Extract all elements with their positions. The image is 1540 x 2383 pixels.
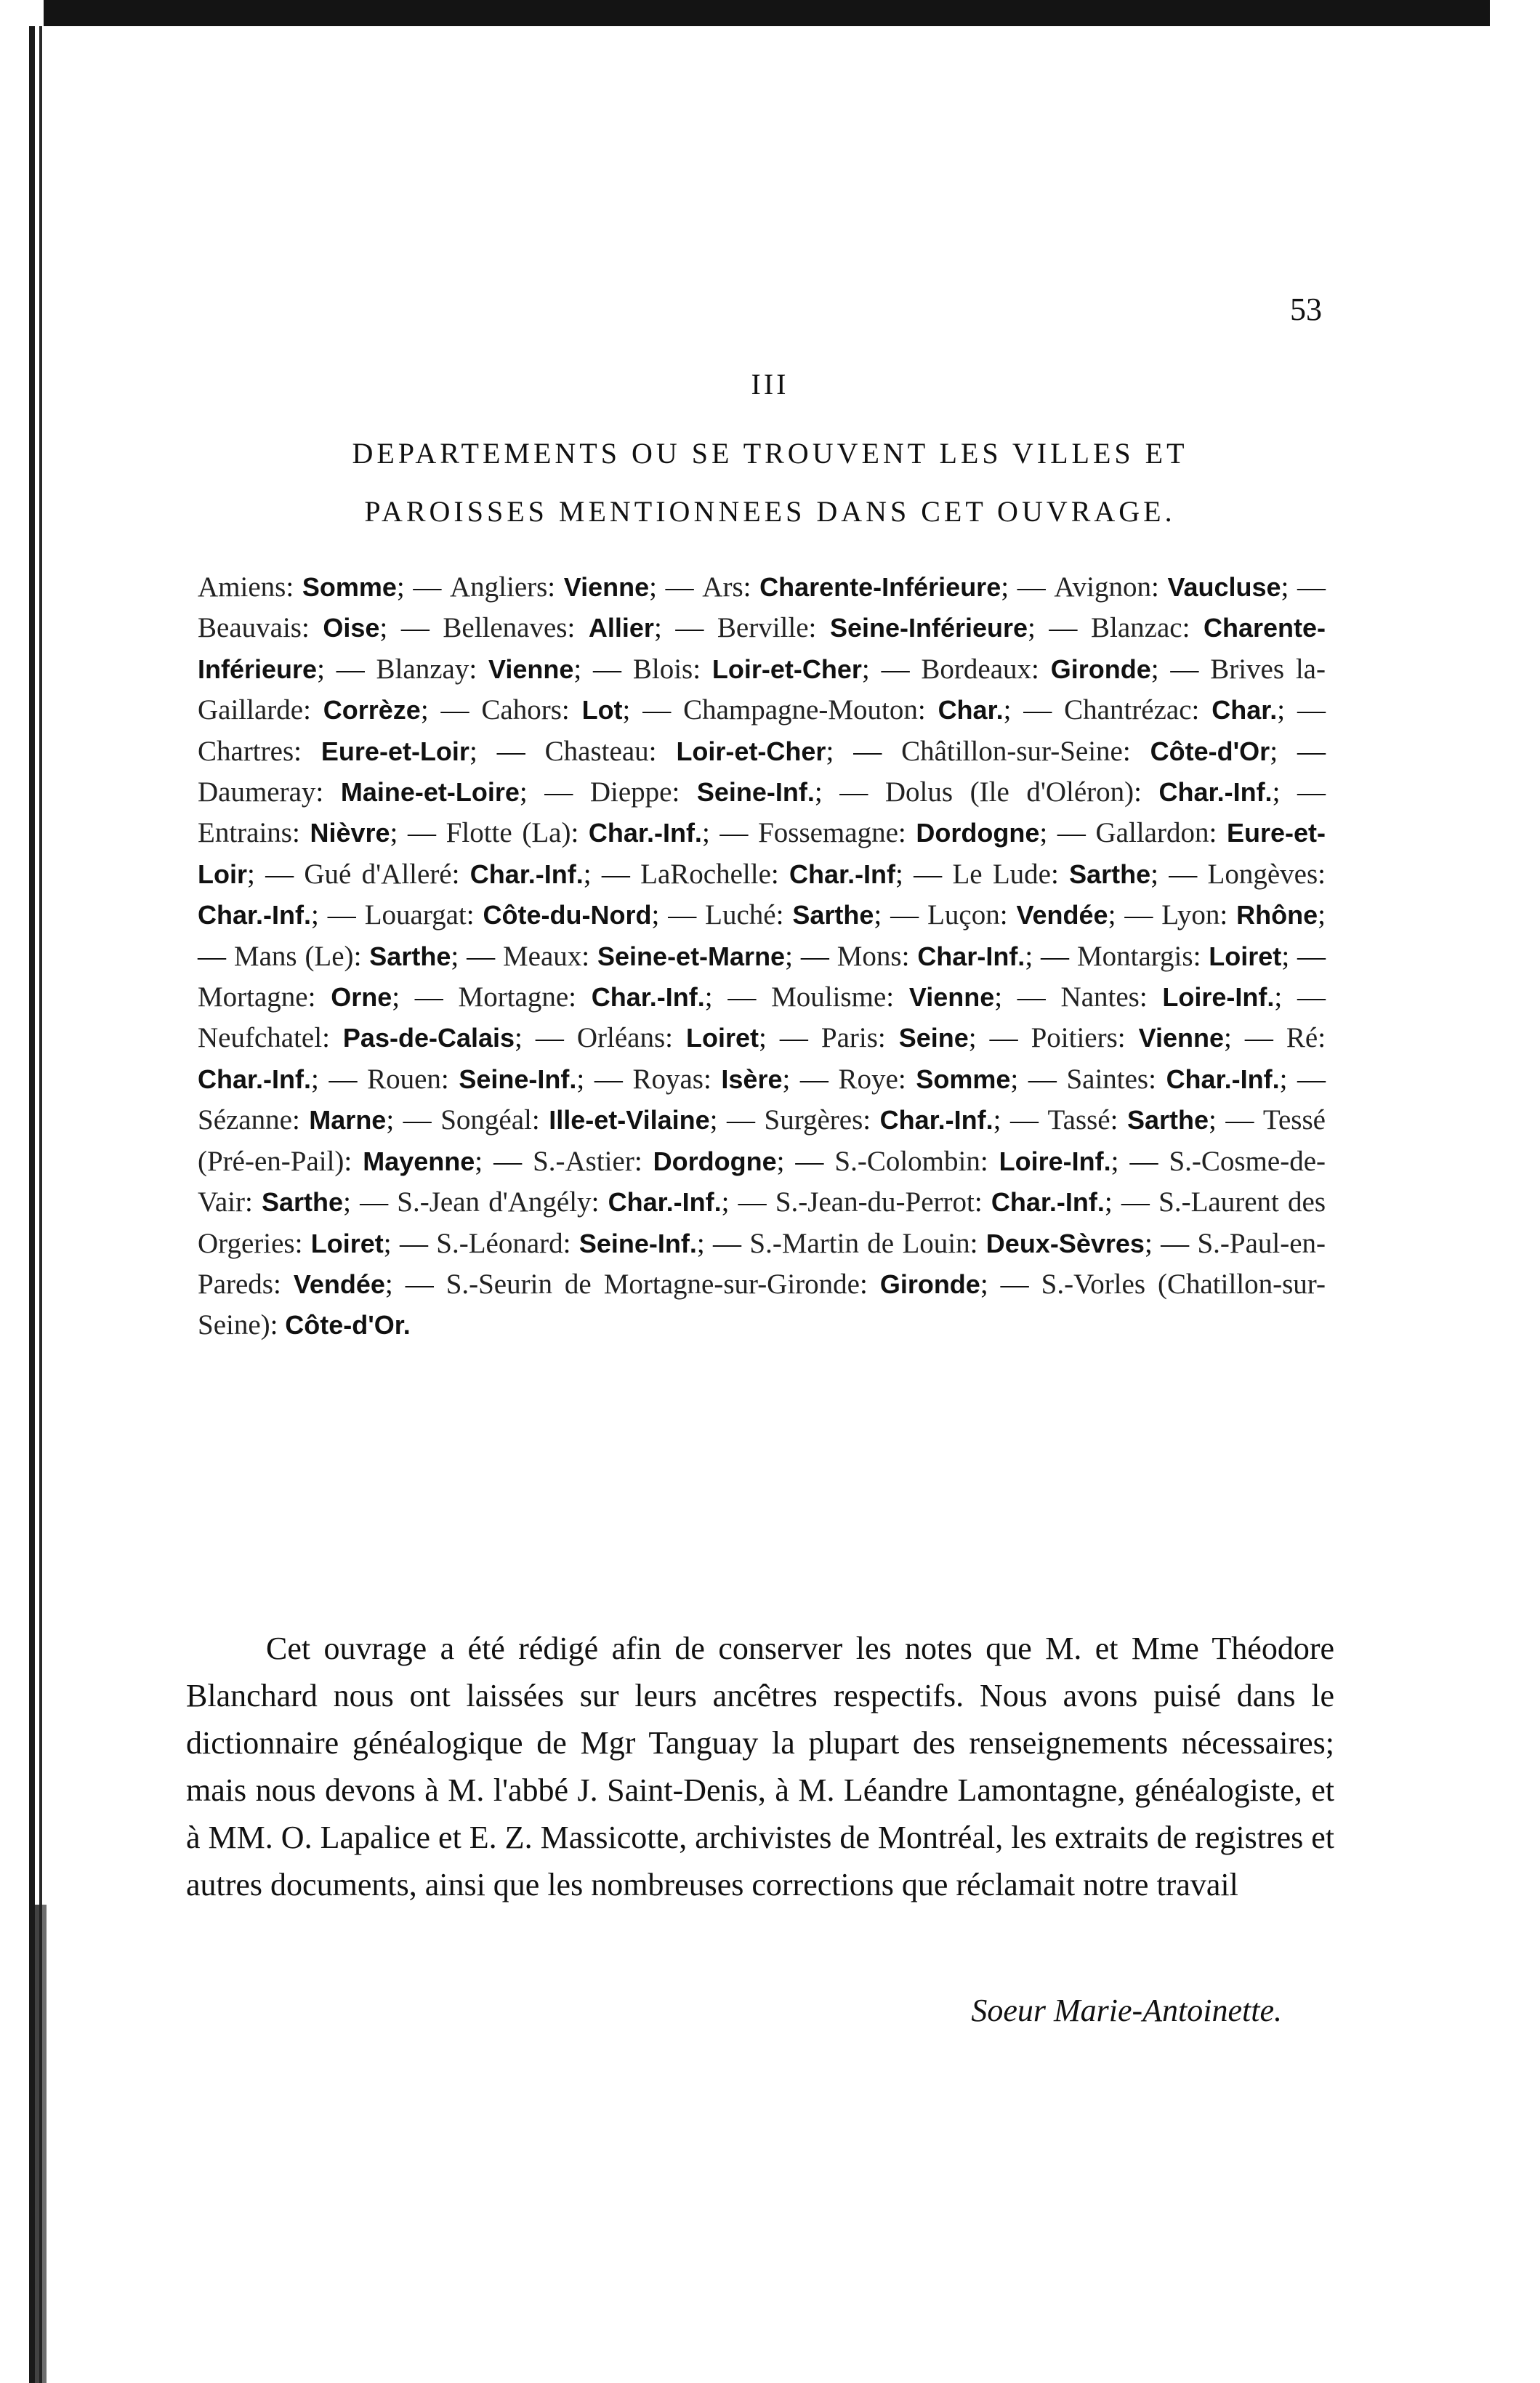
author-signature: Soeur Marie-Antoinette. — [971, 1993, 1282, 2028]
place-name: Orléans — [576, 1022, 666, 1054]
department-name: Mayenne — [363, 1146, 475, 1176]
place-name: Mons — [836, 940, 902, 972]
place-entry: S.-Léonard: Seine-Inf.; — — [436, 1227, 750, 1259]
place-name: Longèves — [1207, 858, 1318, 890]
scan-left-smudge — [35, 1905, 57, 2383]
place-entry: S.-Jean-du-Perrot: Char.-Inf.; — — [775, 1186, 1159, 1218]
place-name: Blanzay — [376, 653, 469, 685]
place-entry: Montargis: Loiret; — — [1076, 940, 1326, 972]
place-entry: S.-Astier: Dordogne; — — [533, 1145, 835, 1177]
place-entry: Châtillon-sur-Seine: Côte-d'Or; — — [901, 735, 1326, 767]
department-name: Char.-Inf. — [591, 982, 705, 1013]
place-entry: Amiens: Somme; — — [198, 571, 450, 603]
place-entry: Paris: Seine; — — [821, 1022, 1031, 1054]
section-heading-line-1: DEPARTEMENTS OU SE TROUVENT LES VILLES ET — [352, 437, 1188, 470]
place-entry: Flotte (La): Char.-Inf.; — — [446, 817, 759, 849]
place-name: Brives la-Gaillarde — [198, 653, 1326, 726]
place-entry: Chantrézac: Char.; — — [1064, 694, 1326, 726]
department-name: Sarthe — [262, 1187, 344, 1218]
place-name: Bordeaux — [921, 653, 1032, 685]
department-name: Eure-et-Loir — [321, 736, 469, 766]
place-name: Fossemagne — [758, 817, 898, 849]
place-name: Lyon — [1161, 899, 1220, 931]
place-name: Gallardon — [1095, 817, 1209, 849]
place-name: Meaux — [502, 940, 582, 972]
department-name: Ille-et-Vilaine — [549, 1105, 710, 1136]
department-name: Char.-Inf. — [1166, 1064, 1280, 1094]
section-number: III — [751, 368, 789, 401]
department-name: Char.-Inf. — [879, 1105, 993, 1136]
department-name: Seine — [898, 1023, 969, 1053]
place-name: Flotte (La) — [446, 817, 571, 849]
department-name: Gironde — [879, 1269, 980, 1299]
place-name: Louargat — [364, 899, 467, 931]
department-name: Char.-Inf. — [198, 900, 312, 931]
place-entry: Luçon: Vendée; — — [927, 899, 1162, 931]
place-name: Bellenaves — [443, 612, 568, 644]
place-entry: Louargat: Côte-du-Nord; — — [364, 899, 706, 931]
department-name: Loire-Inf. — [999, 1146, 1111, 1176]
department-name: Sarthe — [1069, 859, 1151, 889]
department-name: Seine-Inférieure — [829, 613, 1028, 643]
place-name: S.-Colombin — [834, 1145, 980, 1177]
place-entry: S.-Seurin de Mortagne-sur-Gironde: Gironde; — — [446, 1268, 1041, 1300]
place-name: S.-Jean d'Angély — [397, 1186, 592, 1218]
department-name: Char.-Inf. — [1158, 777, 1273, 808]
place-entry: Mortagne: Orne; — — [198, 981, 459, 1013]
place-entry: S.-Vorles (Chatillon-sur-Seine): Côte-d'Or. — [198, 1268, 1326, 1341]
place-entry: Meaux: Seine-et-Marne; — — [502, 940, 837, 972]
department-name: Loiret — [310, 1228, 384, 1258]
place-entry: Roye: Somme; — — [838, 1063, 1067, 1095]
place-entry: Chartres: Eure-et-Loir; — — [198, 735, 545, 767]
place-name: Sézanne — [198, 1104, 292, 1136]
place-name: S.-Martin de Louin — [749, 1227, 970, 1259]
department-name: Sarthe — [369, 941, 451, 971]
place-name: S.-Jean-du-Perrot — [775, 1186, 975, 1218]
place-entry: S.-Paul-en-Pareds: Vendée; — — [198, 1227, 1326, 1300]
scan-top-border — [44, 0, 1490, 26]
department-name: Rhône — [1236, 900, 1318, 931]
place-name: Ars — [702, 571, 743, 603]
department-name: Char.-Inf. — [991, 1187, 1105, 1218]
place-name: Beauvais — [198, 612, 302, 644]
department-name: Oise — [323, 613, 380, 643]
place-entry: Brives la-Gaillarde: Corrèze; — — [198, 653, 1326, 726]
place-name: Le Lude — [952, 858, 1051, 890]
department-name: Orne — [331, 982, 392, 1013]
place-name: Dolus (Ile d'Oléron) — [884, 776, 1134, 808]
place-name: S.-Seurin de Mortagne-sur-Gironde — [446, 1268, 860, 1300]
department-name: Seine-Inf. — [459, 1064, 577, 1094]
department-name: Dordogne — [653, 1146, 777, 1176]
place-name: Moulisme — [771, 981, 887, 1013]
place-entry: Poitiers: Vienne; — — [1031, 1022, 1286, 1054]
place-name: Chasteau — [544, 735, 649, 767]
place-name: Royas — [632, 1063, 704, 1095]
department-name: Vienne — [563, 572, 650, 602]
place-entry: Saintes: Char.-Inf.; — — [1066, 1063, 1326, 1095]
department-name: Loiret — [686, 1023, 759, 1053]
place-entry: LaRochelle: Char.-Inf; — — [640, 858, 953, 890]
place-entry: Berville: Seine-Inférieure; — — [717, 612, 1091, 644]
place-entry: Cahors: Lot; — — [481, 694, 684, 726]
place-name: S.-Astier — [533, 1145, 634, 1177]
department-name: Gironde — [1050, 654, 1151, 684]
department-name: Char.-Inf. — [469, 859, 584, 889]
place-name: Neufchatel — [198, 1022, 323, 1054]
department-name: Corrèze — [323, 695, 421, 726]
place-entry: Lyon: Rhône; — — [198, 899, 1326, 972]
place-name: Amiens — [198, 571, 286, 603]
place-entry: S.-Jean d'Angély: Char.-Inf.; — — [397, 1186, 775, 1218]
place-entry: Ars: Charente-Inférieure; — — [702, 571, 1055, 603]
department-name: Côte-d'Or. — [285, 1310, 411, 1341]
place-name: Blois — [632, 653, 693, 685]
department-name: Vendée — [293, 1269, 385, 1299]
department-name: Vendée — [1016, 900, 1108, 931]
department-name: Pas-de-Calais — [342, 1023, 515, 1053]
place-entry: S.-Colombin: Loire-Inf.; — — [834, 1145, 1169, 1177]
department-name: Loir-et-Cher — [711, 654, 862, 684]
department-name: Seine-Inf. — [578, 1228, 697, 1258]
section-heading-line-2: PAROISSES MENTIONNEES DANS CET OUVRAGE. — [364, 495, 1176, 528]
department-name: Vienne — [488, 654, 574, 684]
department-name: Isère — [721, 1064, 783, 1094]
place-entry: Entrains: Nièvre; — — [198, 817, 446, 849]
place-entry: Tessé (Pré-en-Pail): Mayenne; — — [198, 1104, 1326, 1177]
place-name: Mortagne — [458, 981, 569, 1013]
department-name: Côte-d'Or — [1150, 736, 1270, 766]
department-name: Somme — [916, 1064, 1011, 1094]
place-name: S.-Cosme-de-Vair — [198, 1145, 1326, 1218]
place-name: LaRochelle — [640, 858, 771, 890]
place-entry: Avignon: Vaucluse; — — [1054, 571, 1326, 603]
place-entry: Moulisme: Vienne; — — [771, 981, 1061, 1013]
place-entry: Tassé: Sarthe; — — [1047, 1104, 1263, 1136]
place-entry: Gué d'Alleré: Char.-Inf.; — — [304, 858, 641, 890]
department-name: Nièvre — [310, 818, 390, 848]
department-name: Vaucluse — [1167, 572, 1281, 602]
department-name: Deux-Sèvres — [985, 1228, 1145, 1258]
place-name: Paris — [821, 1022, 878, 1054]
author-note: Cet ouvrage a été rédigé afin de conserver les notes que M. et Mme Théodore Blanchard nous ont laissées sur leurs ancêtres respectifs. Nous avons puisé dans le dictionnaire généalogique de Mgr Tanguay la plupart des renseignements nécessaires; mais nous devons à M. l'abbé J. Saint-Denis, à M. Léandre Lamontagne, généalogiste, et à MM. O. Lapalice et E. Z. Massicotte, archivistes de Montréal, les extraits de registres et autres documents, ainsi que les nombreuses corrections que réclamait notre travail — [186, 1631, 1334, 1902]
place-entry: Le Lude: Sarthe; — — [952, 858, 1208, 890]
place-entry: Mortagne: Char.-Inf.; — — [458, 981, 772, 1013]
department-name: Eure-et-Loir — [198, 818, 1326, 889]
place-name: Chartres — [198, 735, 294, 767]
department-name: Seine-Inf. — [696, 777, 815, 808]
department-name: Char.-Inf — [789, 859, 896, 889]
department-name: Char-Inf. — [917, 941, 1025, 971]
place-name: Tessé (Pré-en-Pail) — [198, 1104, 1326, 1177]
place-entry: Luché: Sarthe; — — [705, 899, 928, 931]
places-list — [198, 567, 1326, 1346]
place-name: Châtillon-sur-Seine — [901, 735, 1123, 767]
place-name: Entrains — [198, 817, 292, 849]
place-entry: Orléans: Loiret; — — [576, 1022, 821, 1054]
place-name: Chantrézac — [1064, 694, 1192, 726]
department-name: Charente-Inférieure — [759, 572, 1001, 602]
place-entry: Sézanne: Marne; — — [198, 1104, 441, 1136]
place-entry: Fossemagne: Dordogne; — — [758, 817, 1096, 849]
place-name: Cahors — [481, 694, 562, 726]
place-name: Blanzac — [1090, 612, 1182, 644]
place-entry: Royas: Isère; — — [632, 1063, 839, 1095]
department-name: Vienne — [1138, 1023, 1225, 1053]
place-entry: Ré: Char.-Inf.; — — [198, 1022, 1326, 1095]
place-name: Berville — [717, 612, 809, 644]
place-entry: Bordeaux: Gironde; — — [921, 653, 1211, 685]
place-entry: Daumeray: Maine-et-Loire; — — [198, 776, 590, 808]
place-name: Champagne-Mouton — [683, 694, 918, 726]
place-entry: Chasteau: Loir-et-Cher; — — [544, 735, 902, 767]
place-entry: S.-Laurent des Orgeries: Loiret; — — [198, 1186, 1326, 1259]
place-entry: Gallardon: Eure-et-Loir; — — [198, 817, 1326, 890]
place-name: Gué d'Alleré — [304, 858, 452, 890]
department-name: Somme — [302, 572, 397, 602]
place-entry: Champagne-Mouton: Char.; — — [683, 694, 1065, 726]
department-name: Char. — [1212, 695, 1278, 726]
department-name: Sarthe — [792, 900, 874, 931]
place-entry: Dieppe: Seine-Inf.; — — [589, 776, 885, 808]
department-name: Dordogne — [916, 818, 1040, 848]
place-entry: Blanzay: Vienne; — — [376, 653, 633, 685]
place-entry: Bellenaves: Allier; — — [443, 612, 717, 644]
place-name: S.-Vorles (Chatillon-sur-Seine) — [198, 1268, 1326, 1341]
place-entry: Rouen: Seine-Inf.; — — [367, 1063, 633, 1095]
place-name: Mortagne — [198, 981, 308, 1013]
place-name: Ré — [1286, 1022, 1318, 1054]
place-entry: Mans (Le): Sarthe; — — [233, 940, 503, 972]
department-name: Vienne — [908, 982, 995, 1013]
place-name: Mans (Le) — [233, 940, 354, 972]
department-name: Charente-Inférieure — [198, 613, 1326, 684]
department-name: Loiret — [1209, 941, 1282, 971]
place-entry: Blanzac: Charente-Inférieure; — — [198, 612, 1326, 685]
department-name: Seine-et-Marne — [597, 941, 786, 971]
place-name: Roye — [838, 1063, 898, 1095]
place-name: S.-Léonard — [436, 1227, 563, 1259]
department-name: Char.-Inf. — [608, 1187, 722, 1218]
place-entry: Blois: Loir-et-Cher; — — [632, 653, 922, 685]
place-name: Daumeray — [198, 776, 316, 808]
place-entry: Songéal: Ille-et-Vilaine; — — [440, 1104, 765, 1136]
place-entry: Mons: Char-Inf.; — — [836, 940, 1077, 972]
department-name: Côte-du-Nord — [483, 900, 652, 931]
department-name: Marne — [309, 1105, 387, 1136]
place-name: Rouen — [367, 1063, 441, 1095]
place-entry: Dolus (Ile d'Oléron): Char.-Inf.; — — [884, 776, 1326, 808]
place-name: Surgères — [764, 1104, 863, 1136]
department-name: Allier — [588, 613, 654, 643]
place-name: Luché — [705, 899, 776, 931]
place-name: S.-Laurent des Orgeries — [198, 1186, 1326, 1259]
place-name: Nantes — [1060, 981, 1140, 1013]
place-name: Tassé — [1047, 1104, 1110, 1136]
place-name: Saintes — [1066, 1063, 1149, 1095]
place-name: Angliers — [449, 571, 548, 603]
place-entry: Surgères: Char.-Inf.; — — [764, 1104, 1048, 1136]
department-name: Loir-et-Cher — [676, 736, 826, 766]
department-name: Char.-Inf. — [588, 818, 702, 848]
place-entry: Beauvais: Oise; — — [198, 612, 443, 644]
place-entry: Nantes: Loire-Inf.; — — [1060, 981, 1326, 1013]
place-name: S.-Paul-en-Pareds — [198, 1227, 1326, 1300]
department-name: Sarthe — [1126, 1105, 1209, 1136]
department-name: Maine-et-Loire — [340, 777, 520, 808]
place-entry: Angliers: Vienne; — — [449, 571, 703, 603]
place-name: Poitiers — [1031, 1022, 1118, 1054]
place-entry: Neufchatel: Pas-de-Calais; — — [198, 1022, 577, 1054]
place-entry: S.-Cosme-de-Vair: Sarthe; — — [198, 1145, 1326, 1218]
place-entry: Longèves: Char.-Inf.; — — [198, 858, 1326, 931]
place-name: Luçon — [927, 899, 1000, 931]
department-name: Char. — [938, 695, 1004, 726]
page-number: 53 — [1290, 292, 1322, 327]
department-name: Char.-Inf. — [198, 1064, 312, 1094]
place-name: Dieppe — [589, 776, 672, 808]
department-name: Lot — [581, 695, 623, 726]
place-name: Montargis — [1076, 940, 1193, 972]
place-entry: S.-Martin de Louin: Deux-Sèvres; — — [749, 1227, 1198, 1259]
place-name: Songéal — [440, 1104, 532, 1136]
department-name: Loire-Inf. — [1162, 982, 1275, 1013]
place-name: Avignon — [1054, 571, 1151, 603]
